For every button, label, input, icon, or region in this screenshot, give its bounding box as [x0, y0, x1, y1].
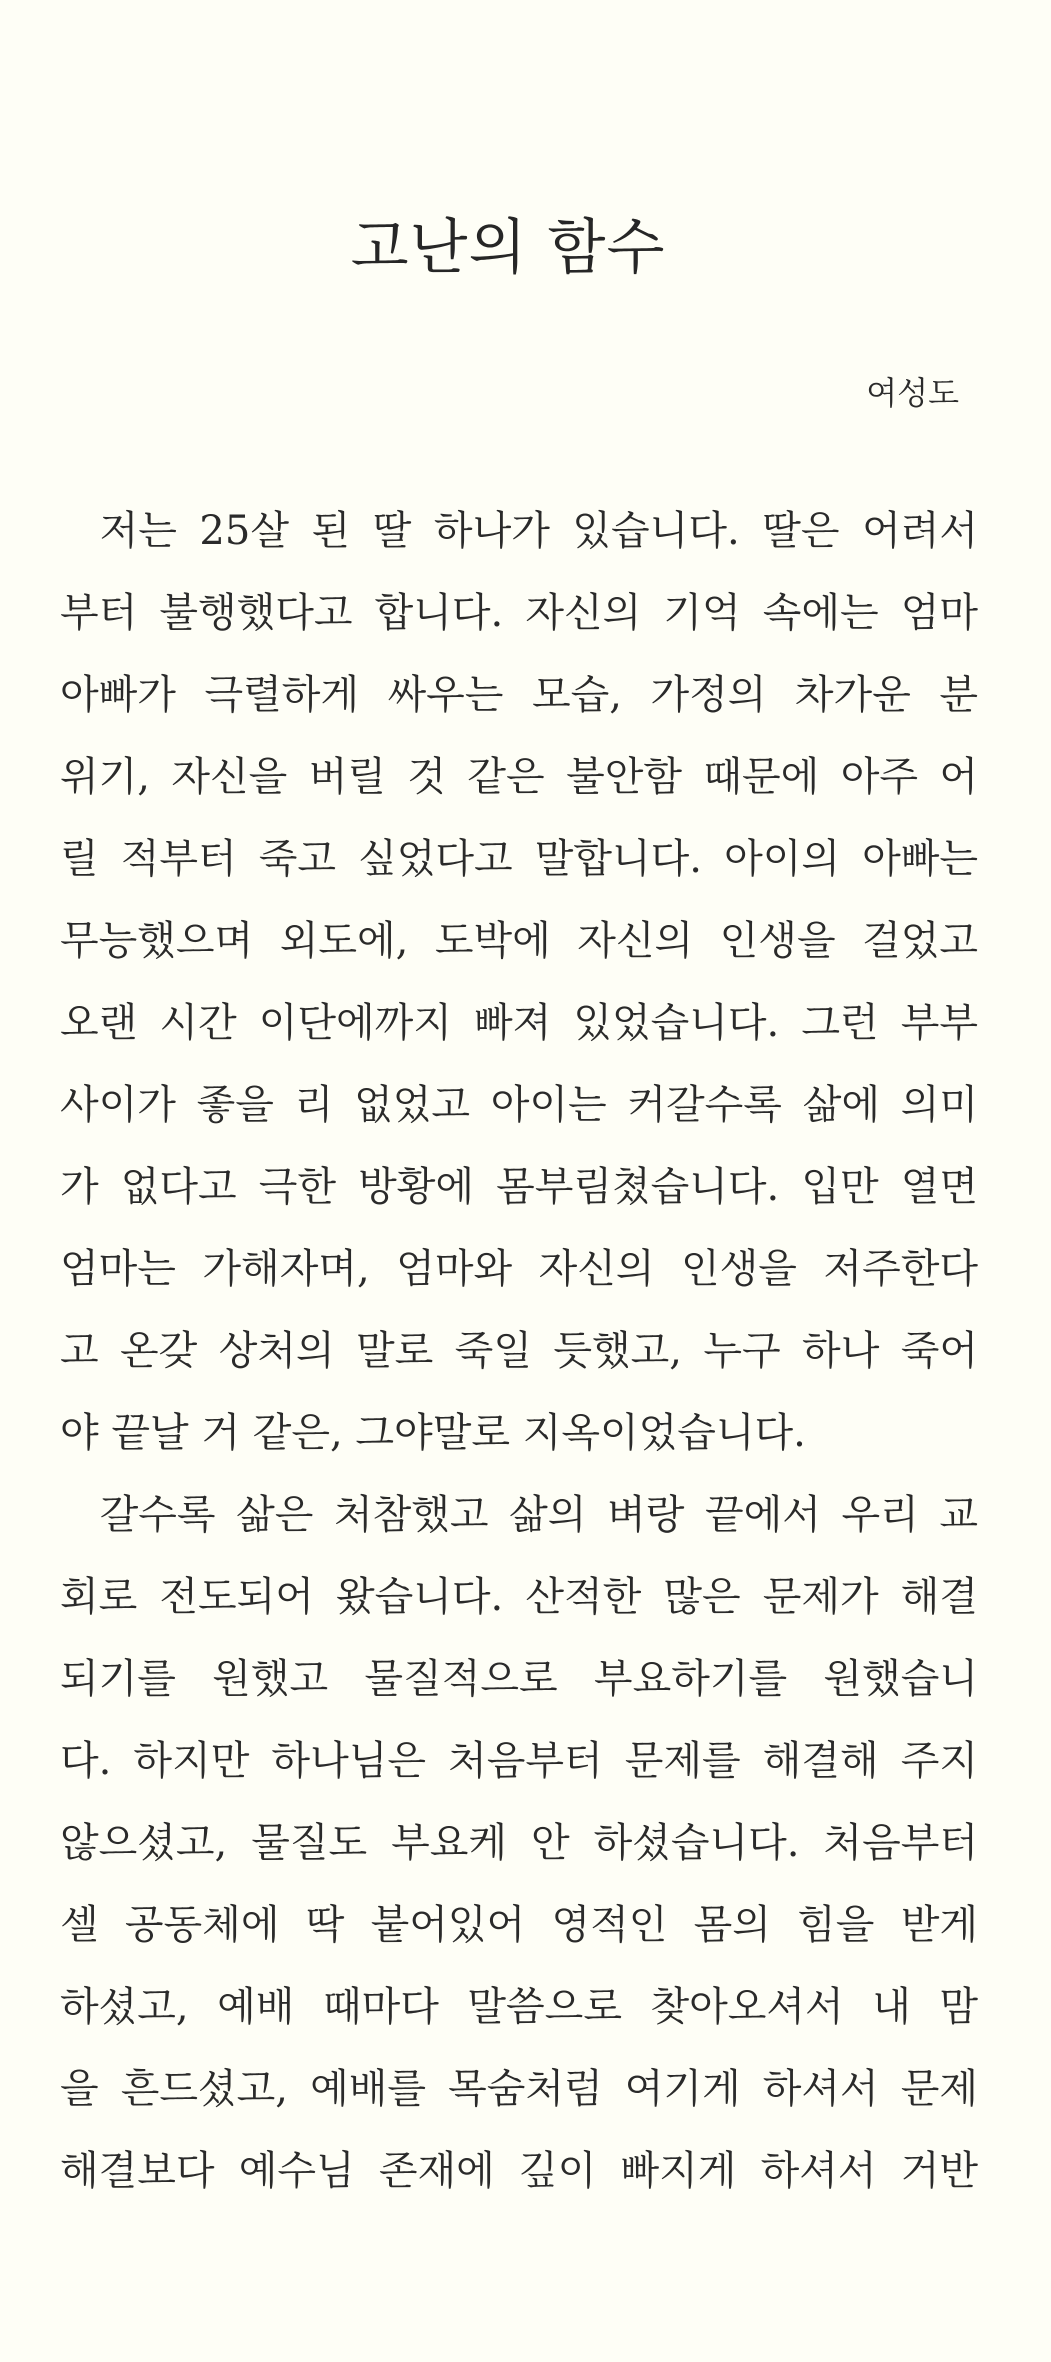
body-text: [60, 490, 978, 2212]
text-line: 셀 공동체에 딱 붙어있어 영적인 몸의 힘을 받게: [60, 1902, 978, 1948]
text-line: 엄마는 가해자며, 엄마와 자신의 인생을 저주한다: [60, 1246, 978, 1292]
text-line: 무능했으며 외도에, 도박에 자신의 인생을 걸었고: [60, 918, 978, 964]
text-line: 갈수록 삶은 처참했고 삶의 벼랑 끝에서 우리 교: [99, 1492, 978, 1538]
text-line: 사이가 좋을 리 없었고 아이는 커갈수록 삶에 의미: [60, 1082, 978, 1128]
text-line: 가 없다고 극한 방황에 몸부림쳤습니다. 입만 열면: [60, 1164, 978, 1210]
text-line: 다. 하지만 하나님은 처음부터 문제를 해결해 주지: [60, 1738, 978, 1784]
text-line: 을 흔드셨고, 예배를 목숨처럼 여기게 하셔서 문제: [60, 2066, 978, 2112]
text-line: 아빠가 극렬하게 싸우는 모습, 가정의 차가운 분: [60, 672, 978, 718]
text-line: 위기, 자신을 버릴 것 같은 불안함 때문에 아주 어: [60, 754, 978, 800]
paragraph-2: [60, 1474, 978, 2212]
text-line: 릴 적부터 죽고 싶었다고 말합니다. 아이의 아빠는: [60, 836, 978, 882]
text-line: 해결보다 예수님 존재에 깊이 빠지게 하셔서 거반: [60, 2148, 978, 2194]
document-title: 고난의 함수: [350, 213, 666, 283]
text-line: 되기를 원했고 물질적으로 부요하기를 원했습니: [60, 1656, 978, 1702]
text-line: 야 끝날 거 같은, 그야말로 지옥이었습니다.: [60, 1410, 806, 1456]
text-line: 하셨고, 예배 때마다 말씀으로 찾아오셔서 내 맘: [60, 1984, 978, 2030]
paragraph-1: [60, 490, 978, 1474]
text-line: 저는 25살 된 딸 하나가 있습니다. 딸은 어려서: [99, 508, 978, 554]
text-line: 고 온갖 상처의 말로 죽일 듯했고, 누구 하나 죽어: [60, 1328, 978, 1374]
author-name: 여성도: [866, 374, 959, 412]
text-line: 않으셨고, 물질도 부요케 안 하셨습니다. 처음부터: [60, 1820, 978, 1866]
text-line: 회로 전도되어 왔습니다. 산적한 많은 문제가 해결: [60, 1574, 978, 1620]
text-line: 오랜 시간 이단에까지 빠져 있었습니다. 그런 부부: [60, 1000, 978, 1046]
text-line: 부터 불행했다고 합니다. 자신의 기억 속에는 엄마: [60, 590, 978, 636]
